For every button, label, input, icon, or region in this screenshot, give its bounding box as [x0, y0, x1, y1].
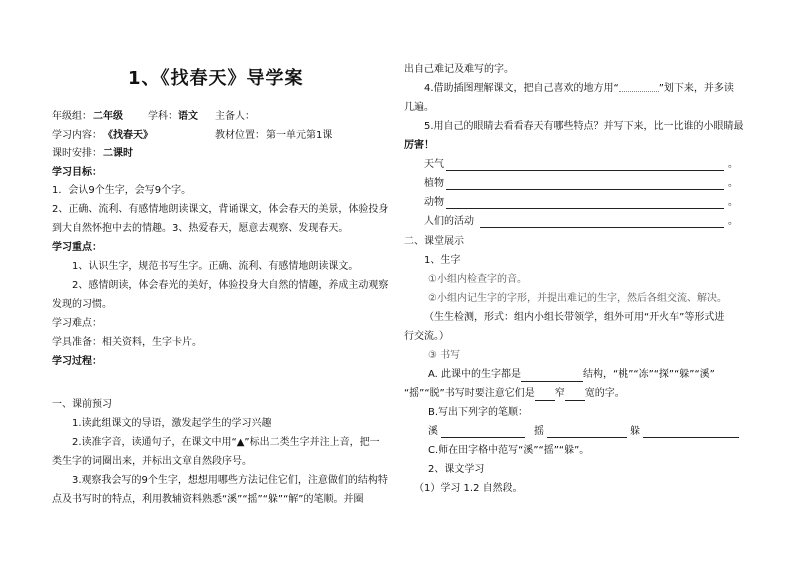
- keypoint-line-3: 发现的习惯。: [52, 299, 112, 310]
- schedule-label: 课时安排：: [52, 148, 102, 159]
- stroke-xi-line: [441, 437, 525, 438]
- content-value: 《找春天》: [103, 130, 153, 141]
- display-a2-pre: “摇”“脱”书写时要注意它们是: [404, 388, 535, 399]
- wavy-underline-mark: [619, 85, 659, 92]
- preview-item-3c: 出自己难记及难写的字。: [404, 64, 514, 75]
- display-c-line: C.师在田字格中范写“溪”“摇”“躲”。: [428, 445, 590, 456]
- observe-plants-line: [446, 189, 724, 190]
- display-b-line: B.写出下列字的笔顺：: [428, 407, 529, 418]
- stroke-duo-label: 躲: [630, 426, 640, 437]
- wide-blank: [565, 387, 585, 401]
- goals-heading: 学习目标：: [52, 167, 102, 178]
- preview-item-5a: 5.用自己的眼睛去看看春天有哪些特点？并写下来，比一比谁的小眼睛最: [424, 121, 744, 132]
- subject-value: 语文: [178, 111, 198, 122]
- display-sub-2-1: （1）学习 1.2 自然段。: [414, 483, 523, 494]
- observe-people-label: 人们的活动: [424, 216, 474, 227]
- display-note-b: 行交流。）: [404, 331, 449, 342]
- observe-animals-line: [446, 208, 724, 209]
- observe-animals-label: 动物: [424, 197, 444, 208]
- display-note-a: （生生检测，形式：组内小组长带领学，组外可用“开火车”等形式进: [424, 312, 725, 323]
- preview-item-4b: 几遍。: [404, 102, 434, 113]
- preview-item-5b: 厉害！: [404, 140, 434, 151]
- stroke-duo-line: [643, 437, 739, 438]
- goal-line-1: 1．会认9个生字，会写9个字。: [52, 185, 192, 196]
- location-value: 第一单元第1课: [266, 130, 333, 141]
- preview-item-3b: 点及书写时的特点，利用教辅资料熟悉“溪”“摇”“躲”“解”的笔顺。并圈: [52, 494, 364, 505]
- display-check-2: ②小组内记生字的字形，并提出难记的生字，然后各组交流、解决。: [428, 293, 727, 304]
- preview-item-2a: 2.读准字音，读通句子，在课文中用“▲”标出二类生字并注上音，把一: [72, 437, 380, 448]
- observe-plants-label: 植物: [424, 178, 444, 189]
- keypoint-line-2: 2、感情朗读，体会春光的美好，体验投身大自然的情趣，养成主动观察: [72, 280, 389, 291]
- stroke-yao-line: [547, 437, 627, 438]
- preview-item-4a-pre: 4.借助插图理解课文，把自己喜欢的地方用“: [424, 83, 619, 94]
- tools-line: 学具准备：相关资料，生字卡片。: [52, 337, 202, 348]
- preview-item-1: 1.读此组课文的导语，激发起学生的学习兴趣: [72, 418, 272, 429]
- preview-item-4a: [424, 82, 734, 95]
- process-heading: 学习过程：: [52, 356, 102, 367]
- keypoints-heading: 学习重点：: [52, 242, 102, 253]
- preview-item-2b: 类生字的词圈出来，并标出文章自然段序号。: [52, 456, 252, 467]
- subject-label: 学科：: [148, 111, 178, 122]
- preview-heading: 一、课前预习: [52, 399, 112, 410]
- schedule-value: 二课时: [103, 148, 133, 159]
- keypoint-line-1: 1、认识生字，规范书写生字。正确、流利、有感情地朗读课文。: [72, 261, 359, 272]
- observe-people-end: 。: [728, 216, 738, 227]
- stroke-yao-label: 摇: [534, 426, 544, 437]
- preparer-label: 主备人：: [215, 111, 255, 122]
- observe-plants-end: 。: [728, 178, 738, 189]
- observe-weather-end: 。: [728, 159, 738, 170]
- content-label: 学习内容：: [52, 130, 102, 141]
- display-a-post: 结构，“桃”“冻”“探”“躲”“溪”: [583, 369, 715, 380]
- goal-line-3: 到大自然怀抱中去的情趣。3、热爱春天，愿意去观察、发现春天。: [52, 223, 349, 234]
- location-label: 教材位置：: [215, 130, 265, 141]
- observe-people-line: [480, 227, 724, 228]
- grade-value: 二年级: [93, 111, 123, 122]
- observe-weather-line: [446, 170, 724, 171]
- goal-line-2: 2、正确、流利、有感情地朗读课文，背诵课文，体会春天的美景，体验投身: [52, 204, 389, 215]
- structure-blank: [521, 368, 583, 382]
- display-heading: 二、课堂展示: [404, 236, 464, 247]
- display-sub-1: 1、生字: [424, 255, 461, 266]
- display-a2-line: [404, 387, 625, 401]
- stroke-xi-label: 溪: [428, 426, 438, 437]
- narrow-blank: [535, 387, 555, 401]
- display-a-pre: A. 此课中的生字都是: [428, 369, 522, 380]
- difficulty-heading: 学习难点：: [52, 318, 102, 329]
- preview-item-4a-post: ”划下来，并多读: [658, 83, 734, 94]
- display-a2-post: 宽的字。: [584, 388, 625, 399]
- grade-label: 年级组：: [52, 111, 92, 122]
- display-a-line: [428, 368, 715, 382]
- observe-weather-label: 天气: [424, 159, 444, 170]
- preview-item-3a: 3.观察我会写的9个生字，想想用哪些方法记住它们，注意做们的结构特: [72, 475, 388, 486]
- display-check-3: ③ 书写: [428, 350, 461, 361]
- display-check-1: ①小组内检查字的音。: [428, 274, 527, 285]
- page-title: 1、《找春天》导学案: [128, 68, 304, 89]
- display-sub-2: 2、课文学习: [428, 464, 485, 475]
- observe-animals-end: 。: [728, 197, 738, 208]
- display-a2-mid: 窄: [554, 388, 565, 399]
